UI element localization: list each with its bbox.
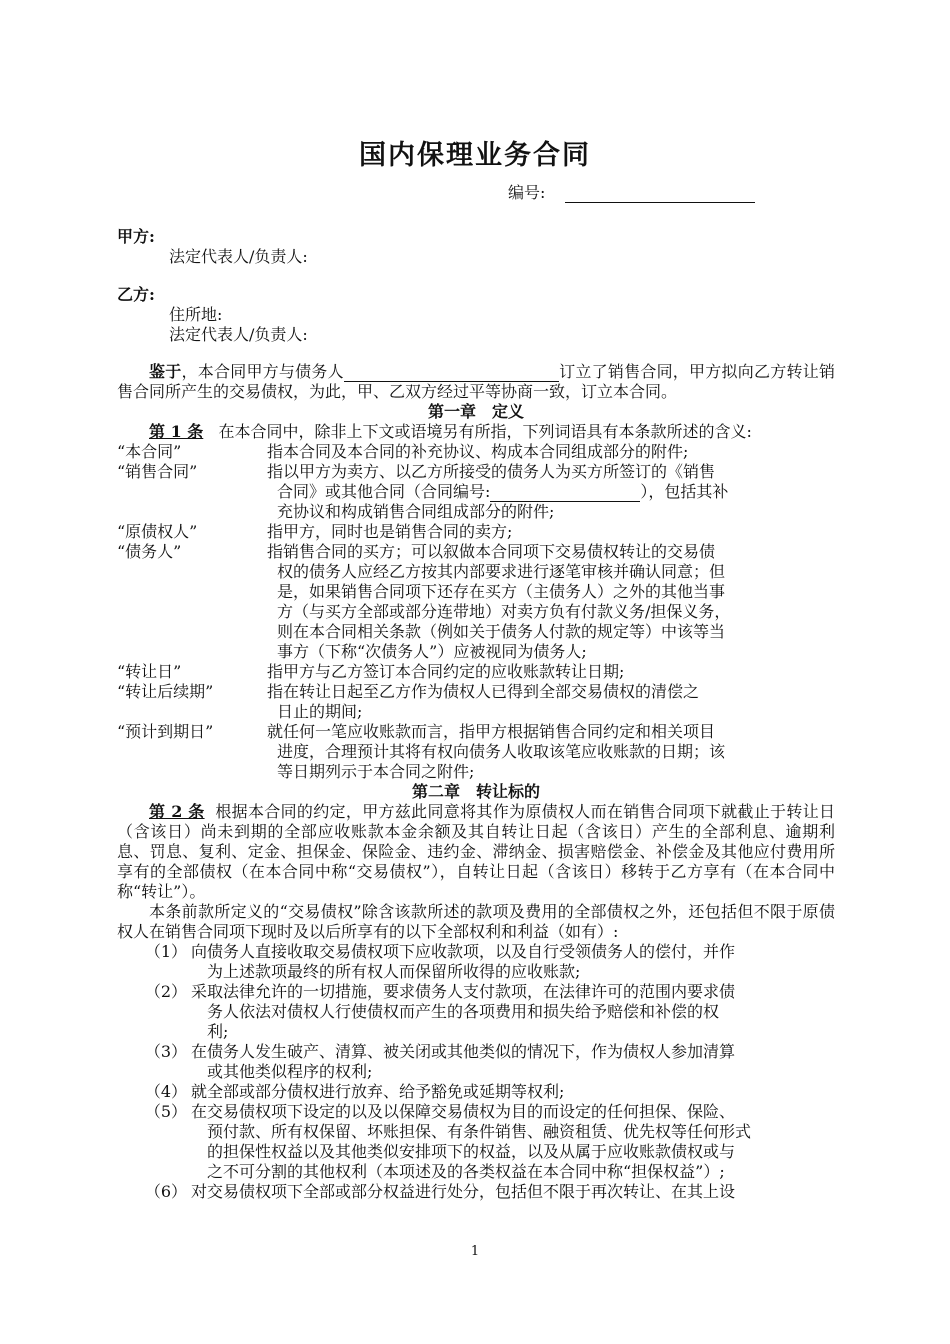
article-1-text: 在本合同中，除非上下文或语境另有所指，下列词语具有本条款所述的含义: [218,422,752,441]
definition-description [267,722,835,782]
definition-item [117,662,835,682]
recital-lead: 鉴于 [149,362,182,381]
rights-item-line: 对交易债权项下全部或部分权益进行处分，包括但不限于再次转让、在其上设 [191,1182,736,1201]
definition-line [267,482,835,502]
rights-item-number: （5） [144,1102,187,1121]
party-a-rep: 法定代表人/负责人: [169,247,308,266]
contract-body [117,362,835,1202]
definition-term: “原债权人” [117,522,198,541]
definition-description [267,522,835,542]
party-a-block [117,227,308,267]
rights-item-text [191,1182,835,1202]
rights-item-text [191,1082,835,1102]
rights-item-text [191,1102,835,1182]
definition-line: 日止的期间; [277,702,363,721]
party-b-label: 乙方: [117,285,155,304]
rights-item-line: 的担保性权益以及其他类似安排项下的权益，以及从属于应收账款债权或与 [207,1142,736,1161]
definition-item [117,682,835,722]
definition-item [117,542,835,662]
party-b-rep: 法定代表人/负责人: [169,325,308,344]
rights-item-line: 为上述款项最终的所有权人而保留所收得的应收账款; [207,962,581,981]
rights-item-line: 或其他类似程序的权利; [207,1062,373,1081]
definition-line-part: 合同》或其他合同（合同编号: [277,482,491,501]
definition-item [117,442,835,462]
definition-term: “预计到期日” [117,722,214,741]
definition-line: 进度，合理预计其将有权向债务人收取该笔应收账款的日期；该 [277,742,726,761]
recital-text-2: 订立了销售合同，甲方拟向乙方转让销售合同所产生的交易债权，为此，甲、乙双方经过平等协商一致，订立本合同。 [117,362,835,401]
rights-item-line: 之不可分割的其他权利（本项述及的各类权益在本合同中称“担保权益”）; [207,1162,725,1181]
rights-item [117,942,835,982]
rights-item-number: （3） [144,1042,187,1061]
contract-number-label: 编号: [508,183,546,202]
rights-item-line: 在债务人发生破产、清算、被关闭或其他类似的情况下，作为债权人参加清算 [191,1042,736,1061]
rights-item-number: （4） [144,1082,187,1101]
party-a-label: 甲方: [117,227,155,246]
party-b-block [117,285,308,345]
definition-term: “本合同” [117,442,182,461]
rights-item-line: 务人依法对债权人行使债权而产生的各项费用和损失给予赔偿和补偿的权 [207,1002,720,1021]
definition-description [267,682,835,722]
chapter-2-heading: 第二章 转让标的 [411,782,540,801]
definition-line: 指甲方，同时也是销售合同的卖方; [267,522,513,541]
rights-item-text [191,1042,835,1082]
definition-line: 方（与买方全部或部分连带地）对卖方负有付款义务/担保义务， [277,602,731,621]
definition-item [117,722,835,782]
recital-paragraph [117,362,835,402]
rights-item-line: 在交易债权项下设定的以及以保障交易债权为目的而设定的任何担保、保险、 [191,1102,736,1121]
rights-item-line: 就全部或部分债权进行放弃、给予豁免或延期等权利; [191,1082,565,1101]
rights-item [117,1182,835,1202]
definition-description [267,442,835,462]
definition-line: 等日期列示于本合同之附件; [277,762,475,781]
rights-item [117,1082,835,1102]
definition-list [117,442,835,782]
article-2-text: 根据本合同的约定，甲方兹此同意将其作为原债权人而在销售合同项下就截止于转让日（含该日）尚未到期的全部应收账款本金余额及其自转让日起（含该日）产生的全部利息、逾期利息、罚息、复利、定金、担保金、保险金、违约金、滞纳金、损害赔偿金、补偿金及其他应付费用所享有的全部债权（在本合同中称“交易债权”），自转让日起（含该日）移转于乙方享有（在本合同中称“转让”）。 [117,802,836,901]
article-2-paragraph-2: 本条前款所定义的“交易债权”除含该款所述的款项及费用的全部债权之外，还包括但不限于原债权人在销售合同项下现时及以后所享有的以下全部权利和利益（如有）: [117,902,835,941]
contract-number-blank[interactable] [565,186,755,203]
definition-description [267,542,835,662]
definition-line: 权的债务人应经乙方按其内部要求进行逐笔审核并确认同意；但 [277,562,726,581]
definition-line: 则在本合同相关条款（例如关于债务人付款的规定等）中该等当 [277,622,726,641]
rights-item-line: 利; [207,1022,229,1041]
chapter-1-heading: 第一章 定义 [427,402,524,421]
definition-line: 是，如果销售合同项下还存在买方（主债务人）之外的其他当事 [277,582,726,601]
rights-item [117,1042,835,1082]
definition-item [117,462,835,522]
rights-item-text [191,942,835,982]
rights-item-text [191,982,835,1042]
definition-line: 充协议和构成销售合同组成部分的附件; [277,502,555,521]
definition-line: 事方（下称“次债务人”）应被视同为债务人; [277,642,587,661]
definition-term: “转让日” [117,662,182,681]
definition-term: “销售合同” [117,462,198,481]
definition-line: 指在转让日起至乙方作为债权人已得到全部交易债权的清偿之 [267,682,700,701]
definition-item [117,522,835,542]
article-1 [117,422,835,442]
definition-description [267,662,835,682]
definition-line: 就任何一笔应收账款而言，指甲方根据销售合同约定和相关项目 [267,722,716,741]
definition-line: 指甲方与乙方签订本合同约定的应收账款转让日期; [267,662,625,681]
rights-item-line: 采取法律允许的一切措施，要求债务人支付款项，在法律许可的范围内要求债 [191,982,736,1001]
document-title: 国内保理业务合同 [359,140,591,171]
rights-list [117,942,835,1202]
article-2 [117,802,835,902]
definition-description [267,462,835,522]
definition-term: “转让后续期” [117,682,214,701]
rights-item-number: （1） [144,942,187,961]
rights-item [117,1102,835,1182]
rights-item-line: 预付款、所有权保留、坏账担保、有条件销售、融资租赁、优先权等任何形式 [207,1122,752,1141]
sales-contract-number-blank[interactable] [490,485,640,502]
definition-term: “债务人” [117,542,182,561]
definition-line-part: ），包括其补 [640,482,729,501]
rights-item [117,982,835,1042]
party-b-address: 住所地: [169,305,223,324]
debtor-name-blank[interactable] [344,365,559,382]
article-2-label: 第 2 条 [149,802,205,821]
rights-item-line: 向债务人直接收取交易债权项下应收款项，以及自行受领债务人的偿付，并作 [191,942,736,961]
article-1-label: 第 1 条 [149,422,204,441]
recital-text-1: ，本合同甲方与债务人 [181,362,344,381]
page-number: 1 [470,1244,480,1259]
rights-item-number: （2） [144,982,187,1001]
rights-item-number: （6） [144,1182,187,1201]
definition-line: 指本合同及本合同的补充协议、构成本合同组成部分的附件; [267,442,689,461]
contract-number-row [508,180,755,203]
definition-line: 指以甲方为卖方、以乙方所接受的债务人为买方所签订的《销售 [267,462,716,481]
definition-line: 指销售合同的买方；可以叙做本合同项下交易债权转让的交易债 [267,542,716,561]
